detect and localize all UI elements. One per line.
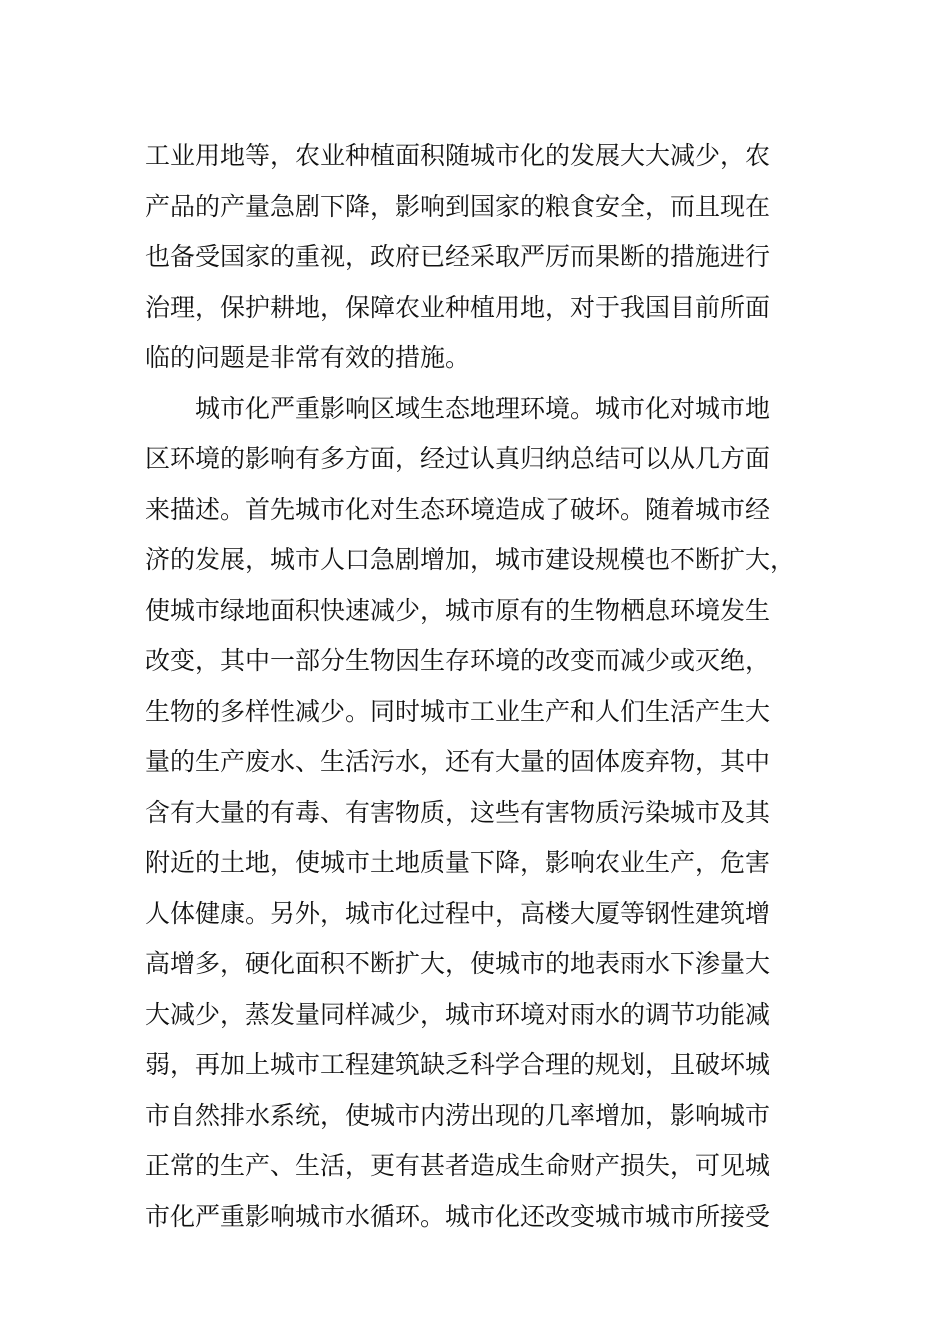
text-line: 弱，再加上城市工程建筑缺乏科学合理的规划，且破坏城 (145, 1050, 771, 1079)
text-line: 济的发展，城市人口急剧增加，城市建设规模也不断扩大， (145, 545, 795, 574)
text-line: 大减少，蒸发量同样减少，城市环境对雨水的调节功能减 (145, 999, 771, 1029)
text-line: 生物的多样性减少。同时城市工业生产和人们生活产生大 (145, 696, 771, 726)
text-line: 正常的生产、生活，更有甚者造成生命财产损失，可见城 (145, 1151, 771, 1180)
text-line: 人体健康。另外，城市化过程中，高楼大厦等钢性建筑增 (145, 898, 771, 928)
text-line: 区环境的影响有多方面，经过认真归纳总结可以从几方面 (145, 444, 771, 473)
text-line: 也备受国家的重视，政府已经采取严厉而果断的措施进行 (145, 242, 771, 271)
paragraph-first-line: 城市化严重影响区域生态地理环境。城市化对城市地 (195, 393, 771, 423)
text-line: 改变，其中一部分生物因生存环境的改变而减少或灭绝， (145, 646, 771, 675)
text-line: 来描述。首先城市化对生态环境造成了破坏。随着城市经 (145, 494, 771, 524)
text-line: 市自然排水系统，使城市内涝出现的几率增加，影响城市 (145, 1100, 771, 1130)
text-line: 临的问题是非常有效的措施。 (145, 343, 471, 372)
text-line: 附近的土地，使城市土地质量下降，影响农业生产，危害 (145, 848, 771, 877)
text-line: 产品的产量急剧下降，影响到国家的粮食安全，而且现在 (145, 191, 771, 221)
text-line: 治理，保护耕地，保障农业种植用地，对于我国目前所面 (145, 292, 771, 322)
text-line: 量的生产废水、生活污水，还有大量的固体废弃物，其中 (145, 747, 771, 776)
text-line: 市化严重影响城市水循环。城市化还改变城市城市所接受 (145, 1201, 771, 1231)
text-line: 使城市绿地面积快速减少，城市原有的生物栖息环境发生 (145, 595, 771, 625)
body-text (145, 131, 795, 1242)
text-line: 含有大量的有毒、有害物质，这些有害物质污染城市及其 (145, 797, 771, 827)
text-line: 高增多，硬化面积不断扩大，使城市的地表雨水下渗量大 (145, 949, 771, 978)
text-line: 工业用地等，农业种植面积随城市化的发展大大减少，农 (145, 141, 771, 170)
